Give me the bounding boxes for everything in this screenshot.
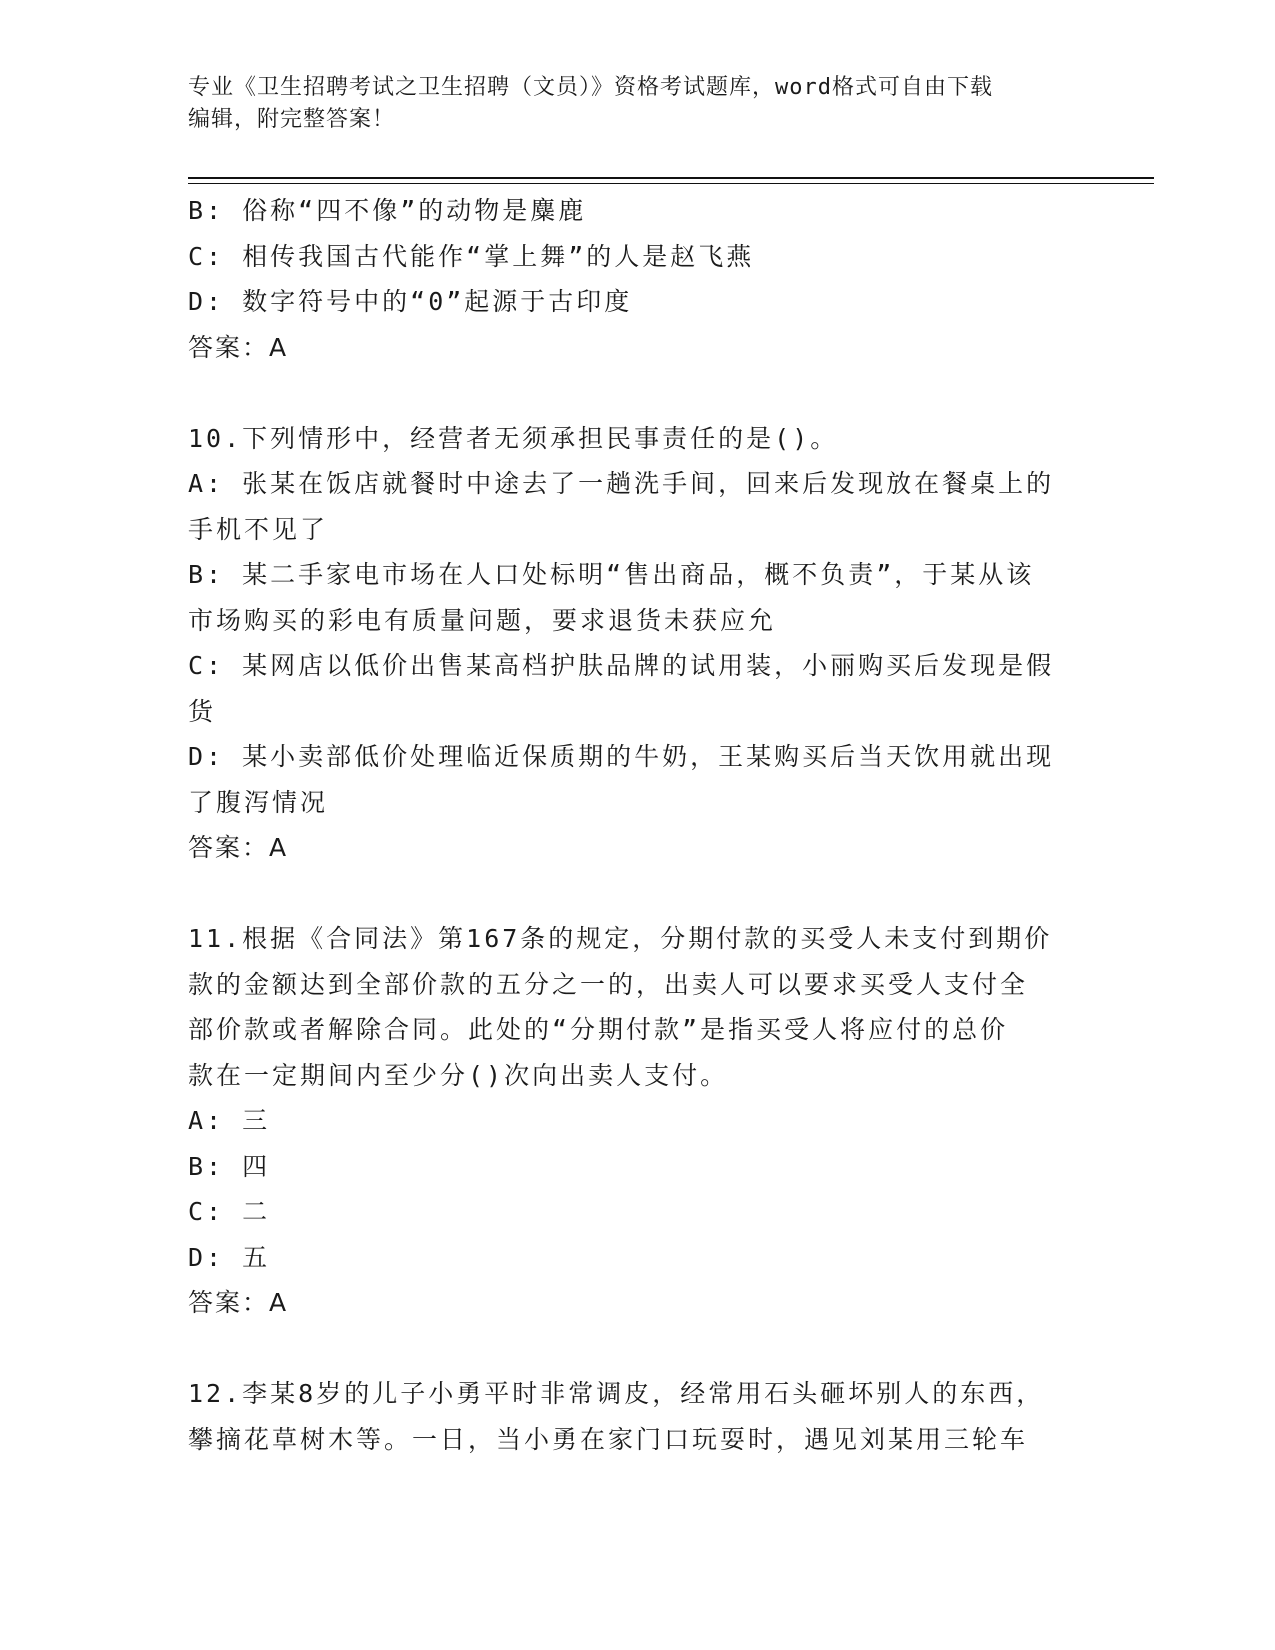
q11-option-a: A: 三 <box>188 1106 271 1135</box>
q10-option-a-line2: 手机不见了 <box>188 514 329 544</box>
q10-stem: 10.下列情形中，经营者无须承担民事责任的是()。 <box>188 423 839 453</box>
q11-stem-line4: 款在一定期间内至少分()次向出卖人支付。 <box>188 1060 729 1090</box>
q10-option-b-line1: B: 某二手家电市场在人口处标明“售出商品，概不负责”，于某从该 <box>188 560 1035 589</box>
header-line-2: 编辑，附完整答案！ <box>188 107 396 132</box>
q10-option-d-line2: 了腹泻情况 <box>188 787 329 817</box>
question-12 <box>188 1371 1088 1462</box>
q11-option-d: D: 五 <box>188 1242 271 1272</box>
q10-option-b-line2: 市场购买的彩电有质量问题，要求退货未获应允 <box>188 605 777 635</box>
q11-option-b: B: 四 <box>188 1151 271 1181</box>
page-header <box>188 72 1088 136</box>
q10-option-d-line1: D: 某小卖部低价处理临近保质期的牛奶，王某购买后当天饮用就出现 <box>188 742 1055 771</box>
header-line-1: 专业《卫生招聘考试之卫生招聘（文员）》资格考试题库，word格式可自由下载 <box>188 75 993 100</box>
question-9 <box>188 188 1088 370</box>
spacer <box>188 871 1088 917</box>
spacer <box>188 1326 1088 1372</box>
q10-option-c-line2: 货 <box>188 696 217 726</box>
q11-stem-line1: 11.根据《合同法》第167条的规定，分期付款的买受人未支付到期价 <box>188 924 1053 953</box>
q12-stem-line1: 12.李某8岁的儿子小勇平时非常调皮，经常用石头砸坏别人的东西， <box>188 1379 1045 1408</box>
q11-answer: 答案：A <box>188 1288 289 1317</box>
q9-answer: 答案：A <box>188 332 289 362</box>
question-11 <box>188 916 1088 1326</box>
q11-stem-line2: 款的金额达到全部价款的五分之一的，出卖人可以要求买受人支付全 <box>188 969 1029 999</box>
q9-option-c: C: 相传我国古代能作“掌上舞”的人是赵飞燕 <box>188 241 755 271</box>
q10-answer: 答案：A <box>188 833 289 862</box>
q12-stem-line2: 攀摘花草树木等。一日，当小勇在家门口玩耍时，遇见刘某用三轮车 <box>188 1424 1029 1454</box>
question-10 <box>188 416 1088 871</box>
q11-option-c: C: 二 <box>188 1197 271 1226</box>
header-rule-thin <box>188 183 1154 184</box>
q9-option-b: B: 俗称“四不像”的动物是麋鹿 <box>188 196 587 225</box>
q9-option-d: D: 数字符号中的“0”起源于古印度 <box>188 287 633 316</box>
header-rule-thick <box>188 177 1154 179</box>
document-body <box>188 188 1088 1462</box>
spacer <box>188 370 1088 416</box>
q11-stem-line3: 部价款或者解除合同。此处的“分期付款”是指买受人将应付的总价 <box>188 1015 1009 1044</box>
q10-option-a-line1: A: 张某在饭店就餐时中途去了一趟洗手间，回来后发现放在餐桌上的 <box>188 469 1055 498</box>
q10-option-c-line1: C: 某网店以低价出售某高档护肤品牌的试用装，小丽购买后发现是假 <box>188 651 1055 680</box>
